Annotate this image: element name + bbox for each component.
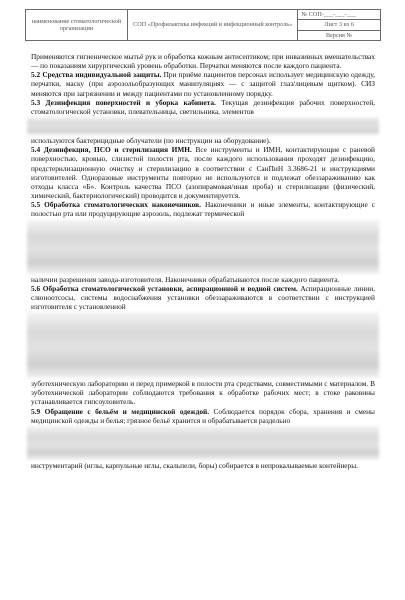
sop-title: СОП «Профилактика инфекций и инфекционный контроль» — [128, 10, 298, 41]
paragraph-uv-irradiators: используются бактерицидные облучатели (по инструкции на оборудование). — [31, 136, 271, 146]
section-heading: 5.5 Обработка стоматологических наконечников. — [31, 200, 201, 210]
document-body — [31, 52, 375, 470]
blurred-redaction — [27, 312, 379, 378]
paragraph-dental-lab: зуботехническую лабораторию и перед примеркой в полости рта средствами, совместимыми с материалом. В зуботехнической лаборатории соблюдаются требования к обработке рабочих мест; в стоке раковины устанавливается гипсоуловитель. — [31, 379, 375, 407]
version-number: Версия № — [298, 30, 381, 40]
section-heading: 5.6 Обработка стоматологической установки, аспирационной и водной систем. — [31, 283, 298, 293]
document-header-table — [25, 9, 381, 41]
blurred-redaction — [27, 220, 379, 274]
sheet-number: Лист 3 из 6 — [298, 20, 381, 30]
section-heading: 5.2 Средства индивидуальной защиты. — [31, 70, 162, 80]
paragraph-handpieces: наличии разрешения завода-изготовителя. Наконечники обрабатываются после каждого пациента. — [31, 274, 340, 284]
section-5-4: 5.4 Дезинфекция, ПСО и стерилизация ИМН. Все инструменты и ИМН, контактирующие с раневой поверхностью, кровью, слизистой полости рта, после каждого использования проходят дезинфекцию, предстерилизационную очистку и стерилизацию в соответствии с СанПиН 3.3686-21 и инструкциями изготовителей. Одноразовые инструменты повторно не используются и подлежат обеззараживанию как отходы класса «Б». Контроль качества ПСО (азопирамовая/иная проба) и стерилизации (физический, химический, бактериологический) проводится и документируется. — [31, 145, 375, 201]
paragraph-hand-hygiene: Применяются гигиеническое мытьё рук и обработка кожным антисептиком; при инвазивных вмешательствах — по показаниям хирургический уровень обработки. Перчатки меняются после каждого пациента. — [31, 52, 375, 71]
paragraph-sharps: инструментарий (иглы, карпульные иглы, скальпели, боры) собирается в непрокалываемые контейнеры. — [31, 460, 359, 470]
section-5-6: 5.6 Обработка стоматологической установки, аспирационной и водной систем. Аспирационные линии, слюноотсосы, системы водоснабжения установки обеззараживаются в соответствии с инструкцией изготовителя с установленной — [31, 283, 375, 311]
section-heading: 5.3 Дезинфекция поверхностей и уборка кабинета. — [31, 97, 216, 107]
sop-number: № СОП-___-___-___ — [298, 10, 381, 20]
section-5-3: 5.3 Дезинфекция поверхностей и уборка кабинета. Текущая дезинфекция рабочих поверхностей, стоматологической установки, плевательницы, светильника, элементов — [31, 97, 376, 116]
section-5-9: 5.9 Обращение с бельём и медицинской одеждой. Соблюдается порядок сбора, хранения и смены медицинской одежды и белья; грязное бельё хранится и обрабатывается раздельно — [31, 406, 375, 425]
blurred-redaction — [27, 117, 379, 135]
blurred-redaction — [27, 426, 379, 460]
section-5-2: 5.2 Средства индивидуальной защиты. При приёме пациентов персонал использует медицинскую одежду, перчатки, маску (при аэрозольобразующих манипуляциях — с защитой глаз/лицевым щитком). СИЗ меняются при загрязнении и между пациентами по установленному порядку. — [31, 70, 375, 98]
organization-name: наименование стоматологической организации — [26, 10, 128, 41]
section-heading: 5.4 Дезинфекция, ПСО и стерилизация ИМН. — [31, 145, 192, 155]
section-5-5: 5.5 Обработка стоматологических наконечников. Наконечники и иные элементы, контактирующие с полостью рта или продуцирующие аэрозоль, подлежат термической — [31, 200, 375, 219]
section-heading: 5.9 Обращение с бельём и медицинской одеждой. — [31, 406, 210, 416]
